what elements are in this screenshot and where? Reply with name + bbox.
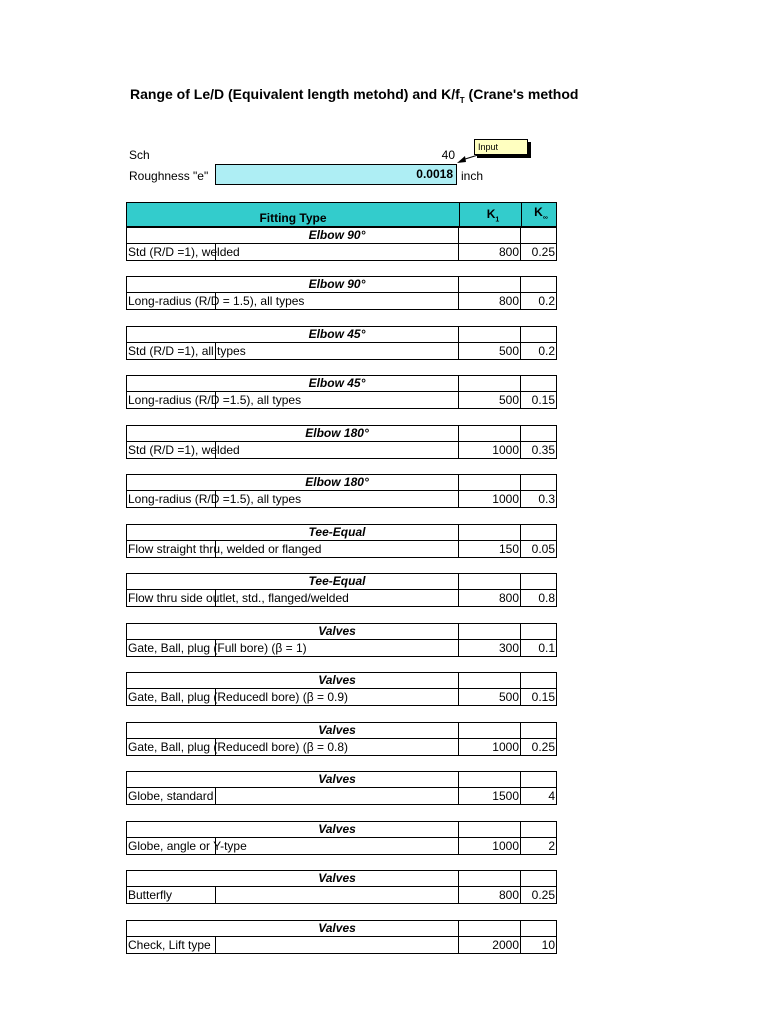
k1-value[interactable]: 500: [498, 393, 519, 407]
fitting-description: Flow straight thru, welded or flanged: [128, 542, 322, 556]
header-k1: $K_1$: [486, 207, 500, 224]
table-header: [126, 202, 557, 227]
group-name: Elbow 180°: [305, 426, 369, 440]
kinf-value[interactable]: 0.15: [531, 690, 555, 704]
fitting-description: Flow thru side outlet, std., flanged/welded: [128, 591, 349, 605]
roughness-label: Roughness "e": [129, 169, 209, 183]
fitting-group: [126, 672, 557, 706]
fitting-description: Gate, Ball, plug (Reducedl bore) (β = 0.8): [128, 740, 349, 754]
fitting-group: [126, 276, 557, 310]
header-kinf: $K_\infty$: [534, 205, 548, 222]
k1-value[interactable]: 800: [498, 591, 519, 605]
fitting-description: Gate, Ball, plug (Reducedl bore) (β = 0.9): [128, 690, 349, 704]
group-name: Elbow 90°: [308, 277, 366, 291]
kinf-value[interactable]: 2: [548, 839, 555, 853]
k1-value[interactable]: 1000: [492, 839, 519, 853]
roughness-input[interactable]: 0.0018: [215, 164, 457, 185]
fitting-description: Check, Lift type: [128, 938, 211, 952]
kinf-value[interactable]: 10: [541, 938, 555, 952]
kinf-value[interactable]: 0.25: [531, 740, 555, 754]
k1-value[interactable]: 2000: [492, 938, 519, 952]
k1-value[interactable]: 150: [498, 542, 519, 556]
fitting-group: [126, 920, 557, 954]
fitting-group: [126, 821, 557, 855]
k1-value[interactable]: 1000: [492, 740, 519, 754]
k1-value[interactable]: 800: [498, 888, 519, 902]
k1-value[interactable]: 1500: [492, 789, 519, 803]
fitting-description: Std (R/D =1), welded: [128, 443, 240, 457]
header-fitting-type: Fitting Type: [259, 211, 327, 225]
fitting-group: [126, 771, 557, 805]
kinf-value[interactable]: 0.25: [531, 245, 555, 259]
group-name: Tee-Equal: [308, 574, 366, 588]
k1-value[interactable]: 800: [498, 294, 519, 308]
kinf-value[interactable]: 0.35: [531, 443, 555, 457]
group-name: Valves: [318, 772, 356, 786]
group-name: Valves: [318, 822, 356, 836]
page-title: [130, 86, 578, 105]
group-name: Valves: [318, 673, 356, 687]
group-name: Valves: [318, 624, 356, 638]
fitting-group: [126, 474, 557, 508]
title-tail: (Crane's method: [464, 86, 579, 102]
roughness-unit: inch: [461, 169, 484, 183]
fitting-description: Std (R/D =1), welded: [128, 245, 240, 259]
group-name: Valves: [318, 921, 356, 935]
k1-value[interactable]: 500: [498, 690, 519, 704]
sch-value[interactable]: 40: [441, 148, 455, 162]
fitting-group: [126, 227, 557, 261]
group-name: Elbow 90°: [308, 228, 366, 242]
k1-value[interactable]: 300: [498, 641, 519, 655]
fitting-description: Long-radius (R/D =1.5), all types: [128, 393, 302, 407]
k1-value[interactable]: 1000: [492, 443, 519, 457]
fitting-description: Long-radius (R/D =1.5), all types: [128, 492, 302, 506]
fitting-description: Globe, angle or Y-type: [128, 839, 247, 853]
kinf-value[interactable]: 4: [548, 789, 555, 803]
kinf-value[interactable]: 0.25: [531, 888, 555, 902]
group-name: Valves: [318, 723, 356, 737]
title-main: Range of Le/D (Equivalent length metohd) and K/f: [130, 86, 460, 102]
fitting-group: [126, 326, 557, 360]
kinf-value[interactable]: 0.2: [538, 294, 555, 308]
kinf-value[interactable]: 0.1: [538, 641, 555, 655]
k1-value[interactable]: 800: [498, 245, 519, 259]
fitting-description: Std (R/D =1), all types: [128, 344, 246, 358]
fitting-group: [126, 870, 557, 904]
fitting-group: [126, 425, 557, 459]
fitting-group: [126, 623, 557, 657]
group-name: Elbow 45°: [308, 327, 366, 341]
fitting-description: Globe, standard: [128, 789, 214, 803]
fitting-description: Butterfly: [128, 888, 173, 902]
group-name: Elbow 45°: [308, 376, 366, 390]
kinf-value[interactable]: 0.15: [531, 393, 555, 407]
fitting-group: [126, 375, 557, 409]
title-subscript: T: [459, 95, 465, 105]
kinf-value[interactable]: 0.05: [531, 542, 555, 556]
group-name: Valves: [318, 871, 356, 885]
k1-value[interactable]: 500: [498, 344, 519, 358]
fitting-group: [126, 722, 557, 756]
fitting-description: Long-radius (R/D = 1.5), all types: [128, 294, 305, 308]
k1-value[interactable]: 1000: [492, 492, 519, 506]
kinf-value[interactable]: 0.3: [538, 492, 555, 506]
fitting-group: [126, 573, 557, 607]
fitting-description: Gate, Ball, plug (Full bore) (β = 1): [128, 641, 307, 655]
group-name: Tee-Equal: [308, 525, 366, 539]
fitting-group: [126, 524, 557, 558]
input-callout: Input: [474, 139, 528, 155]
group-name: Elbow 180°: [305, 475, 369, 489]
sch-label: Sch: [129, 148, 150, 162]
kinf-value[interactable]: 0.2: [538, 344, 555, 358]
kinf-value[interactable]: 0.8: [538, 591, 555, 605]
